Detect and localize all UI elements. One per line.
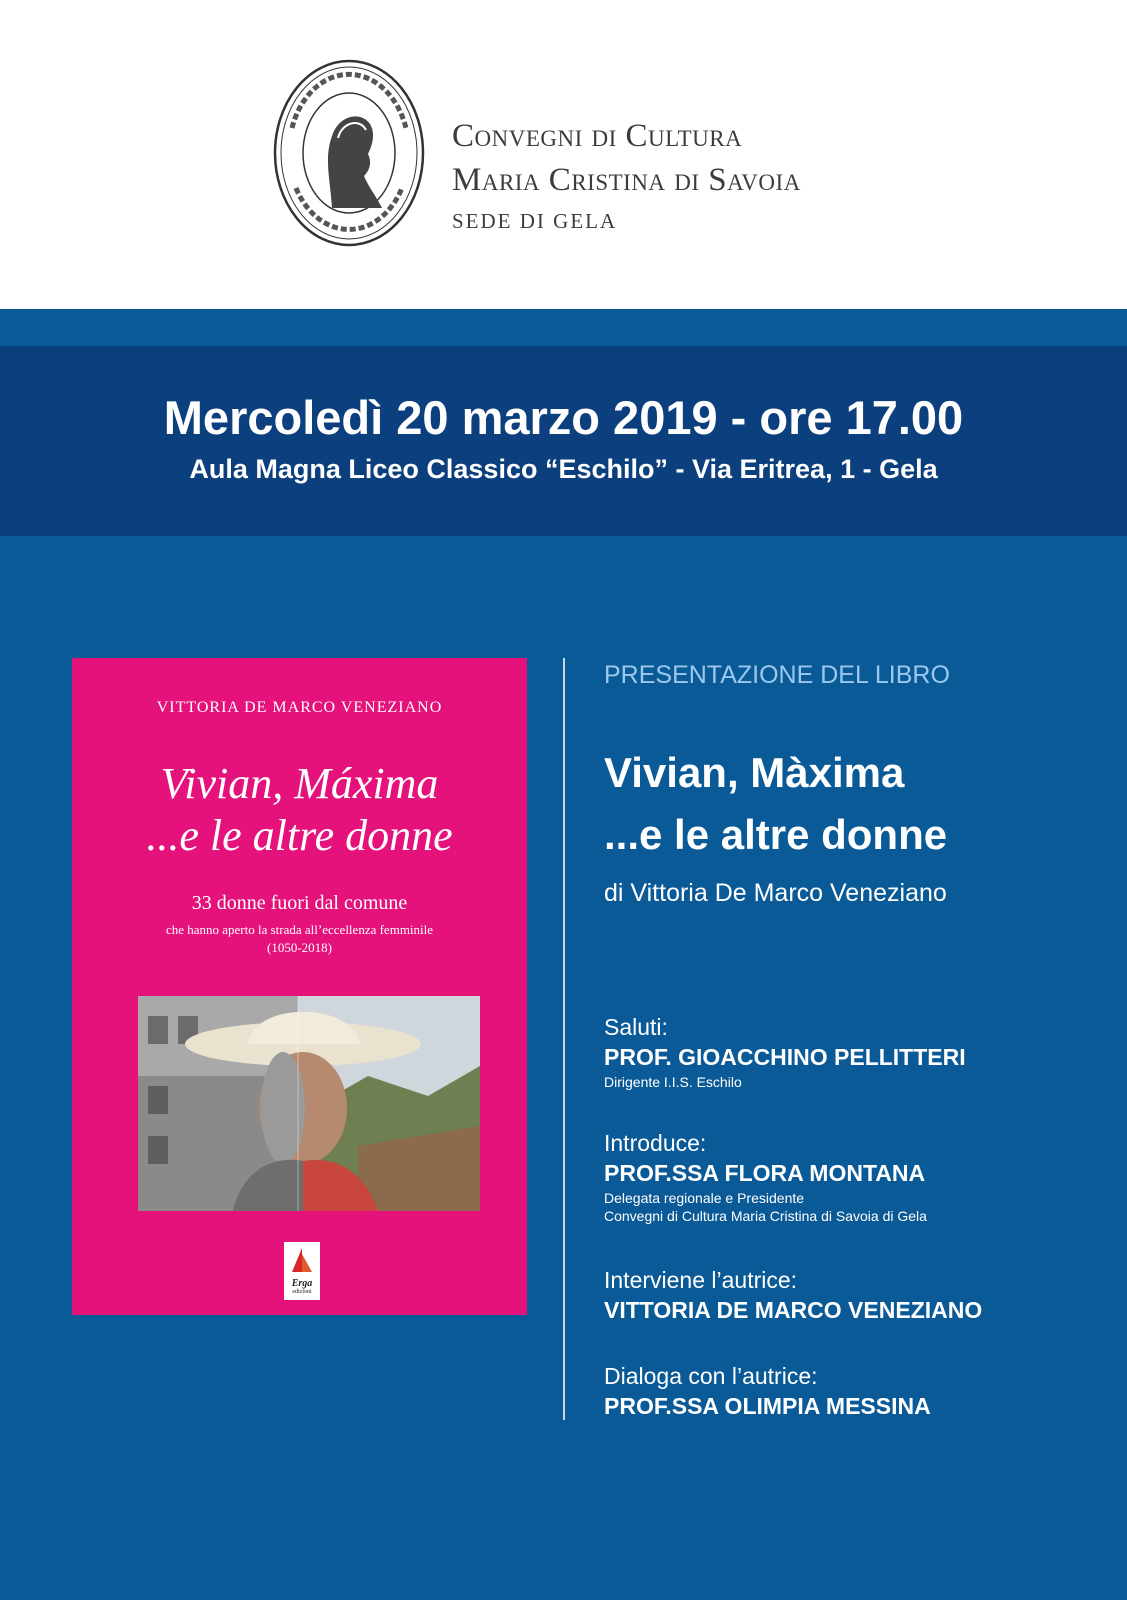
section-label: Dialoga con l’autrice:: [604, 1363, 818, 1389]
section-saluti: [604, 1014, 966, 1090]
section-person: PROF. GIOACCHINO PELLITTERI: [604, 1044, 966, 1070]
section-note: Dirigente I.I.S. Eschilo: [604, 1074, 742, 1090]
header: [0, 0, 1127, 309]
seal-logo-icon: [272, 58, 426, 248]
cover-title-line1: Vivian, Máxima: [160, 759, 439, 808]
section-label: Introduce:: [604, 1130, 707, 1156]
book-title-line2: ...e le altre donne: [604, 811, 948, 858]
publisher-sub: edizioni: [292, 1289, 312, 1295]
publisher-name: Erga: [291, 1278, 313, 1289]
publisher-logo-icon: [284, 1242, 320, 1300]
presentation-label: PRESENTAZIONE DEL LIBRO: [604, 661, 950, 689]
cover-years: (1050-2018): [267, 940, 332, 955]
cover-subtitle: 33 donne fuori dal comune: [191, 892, 408, 914]
cover-author: VITTORIA DE MARCO VENEZIANO: [156, 699, 443, 716]
cover-description: che hanno aperto la strada all’eccellenza femminile: [165, 922, 434, 937]
section-person: PROF.SSA FLORA MONTANA: [604, 1160, 926, 1186]
section-person: PROF.SSA OLIMPIA MESSINA: [604, 1393, 931, 1419]
book-author: di Vittoria De Marco Veneziano: [604, 879, 947, 907]
book-cover: [72, 658, 527, 1315]
section-dialoga: [604, 1363, 931, 1420]
book-title: [604, 742, 947, 866]
section-interviene: [604, 1267, 982, 1324]
book-title-line1: Vivian, Màxima: [604, 749, 905, 796]
org-seat: SEDE DI GELA: [452, 209, 618, 233]
section-note: Delegata regionale e Presidente: [604, 1190, 805, 1206]
cover-title-line2: ...e le altre donne: [146, 811, 453, 860]
org-name-line2: Maria Cristina di Savoia: [452, 162, 801, 198]
section-person: VITTORIA DE MARCO VENEZIANO: [604, 1297, 983, 1323]
section-note: Convegni di Cultura Maria Cristina di Savoia di Gela: [604, 1208, 927, 1224]
event-venue: Aula Magna Liceo Classico “Eschilo” - Via Eritrea, 1 - Gela: [189, 454, 938, 484]
org-name-line1: Convegni di Cultura: [452, 118, 743, 154]
event-date-time: Mercoledì 20 marzo 2019 - ore 17.00: [163, 391, 964, 444]
cover-photo: [138, 996, 480, 1211]
section-label: Saluti:: [604, 1014, 668, 1040]
section-introduce: [604, 1130, 927, 1224]
section-label: Interviene l’autrice:: [604, 1267, 798, 1293]
column-divider: [563, 658, 565, 1420]
